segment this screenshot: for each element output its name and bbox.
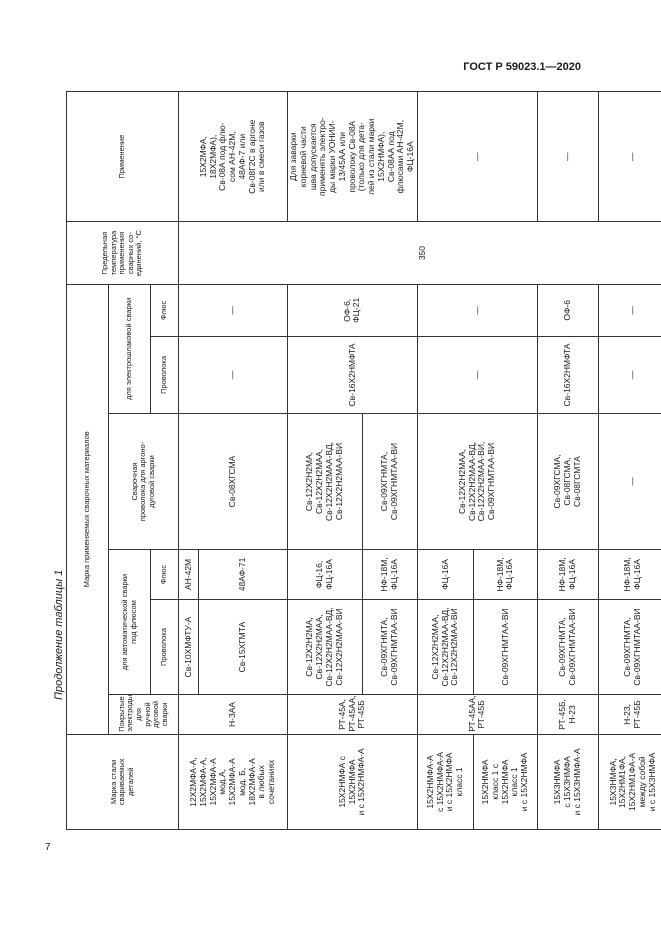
welding-materials-table bbox=[66, 91, 661, 830]
row1-argon-wire: Св-08ХГСМА bbox=[179, 413, 288, 549]
header-es-flux: Флюс bbox=[151, 284, 179, 336]
row1-auto-wire-1: Св-10ХМФТУ-А bbox=[179, 599, 199, 694]
row3-auto-wire-1: Св-12Х2Н2МАА, Св-12Х2Н2МАА-ВД, Св-12Х2Н2МАА-ВИ bbox=[417, 599, 473, 694]
row1-application: 15Х2МФА, 18Х2МФА), Св-08А под флю- сом АН-42М, 48АФ-7 или Св-08Г2С в аргоне или в смеси газов bbox=[179, 92, 288, 222]
row3-es-flux: — bbox=[417, 284, 537, 336]
row3-steel-2: 15Х2НМФА класс 1 с 15Х2НМФА класс 1 и с 15Х2НМФА bbox=[473, 734, 537, 829]
row2-argon-wire-1: Св-12Х2Н2МА, Св-12Х2Н2МАА, Св-12Х2Н2МАА-ВД, Св-12Х2Н2МАА-ВИ bbox=[288, 413, 363, 549]
row1-auto-flux-1: АН-42М bbox=[179, 550, 199, 600]
row2-application: Для заварки корневой части шва допускается применять электро- ды марки УОНИИ- 13/45АА или проволоку Св-08А (только для дета- лей из стали марки 15Х2НМФА), Св-08АА под флюсами АН-42М, ФЦ-16А bbox=[288, 92, 418, 222]
row3-es-wire: — bbox=[417, 336, 537, 413]
row5-auto-wire: Св-09ХГНМТА, Св-09ХГНМТАА-ВИ bbox=[598, 599, 661, 694]
standard-code: ГОСТ Р 59023.1—2020 bbox=[463, 61, 581, 73]
row3-steel-1: 15Х2НМФА-А с 15Х2НМФА-А и с 15Х2НМФА класс 1 bbox=[417, 734, 473, 829]
header-coated-electrodes: Покрытые электроды для ручной дуговой сварки bbox=[109, 695, 179, 735]
header-electroslag: для электрошлаковой сварки bbox=[109, 284, 151, 413]
row4-steel: 15Х3НМФА с 15Х3НМФА и с 15Х3НМФА-А bbox=[537, 734, 598, 829]
header-application: Применение bbox=[67, 92, 179, 222]
row1-auto-wire-2: Св-15ХГМТА bbox=[199, 599, 288, 694]
row4-argon-wire: Св-09ХГСМА, Св-08ГСМА, Св-08ГСМТА bbox=[537, 413, 598, 549]
row4-auto-wire: Св-09ХГНМТА, Св-09ХГНМТАА-ВИ bbox=[537, 599, 598, 694]
row3-auto-wire-2: Св-09ХГНМТАА-ВИ bbox=[473, 599, 537, 694]
row1-es-wire: — bbox=[179, 336, 288, 413]
header-argon-wire: Сварочная проволока для аргоно- дуговой сварки bbox=[109, 413, 179, 549]
row5-auto-flux: НФ-18М, ФЦ-16А bbox=[598, 550, 661, 600]
row2-auto-flux-2: НФ-18М, ФЦ-16А bbox=[362, 550, 417, 600]
row3-auto-flux-2: НФ-18М, ФЦ-16А bbox=[473, 550, 537, 600]
row2-argon-wire-2: Св-09ХГНМТА, Св-09ХГНМТАА-ВИ bbox=[362, 413, 417, 549]
row2-steel: 15Х2НМФА с 15Х2НМФА и с 15Х2НМФА-А bbox=[288, 734, 418, 829]
header-es-wire: Проволока bbox=[151, 336, 179, 413]
header-submerged-arc: для автоматической сварки под флюсом bbox=[109, 550, 151, 695]
row1-steel: 12Х2МФА-А, 15Х2МФА-А, 15Х2МФА-А мод.А, 15Х2МФА-А мод. Б, 18Х2МФА-А в любых сочетаниях bbox=[179, 734, 288, 829]
row1-coating: Н-3АА bbox=[179, 695, 288, 735]
row4-application: — bbox=[537, 92, 598, 222]
row2-auto-flux-1: ФЦ-16, ФЦ-16А bbox=[288, 550, 363, 600]
row1-es-flux: — bbox=[179, 284, 288, 336]
table-continuation-caption: Продолжение таблицы 1 bbox=[53, 569, 65, 700]
header-temperature-limit: Предельная температура применения сварных со- единений, °С bbox=[67, 222, 179, 284]
page-number: 7 bbox=[45, 842, 51, 853]
row2-auto-wire-1: Св-12Х2Н2МА, Св-12Х2Н2МАА, Св-12Х2Н2МАА-ВД, Св-12Х2Н2МАА-ВИ bbox=[288, 599, 363, 694]
header-steel-grade: Марка стали свариваемых деталей bbox=[67, 734, 179, 829]
row5-coating: Н-23, РТ-45Б bbox=[598, 695, 661, 735]
row4-coating: РТ-45Б, Н-23 bbox=[537, 695, 598, 735]
row3-auto-flux-1: ФЦ-16А bbox=[417, 550, 473, 600]
row3-argon-wire: Св-12Х2Н2МАА, Св-12Х2Н2МАА-ВД, Св-12Х2Н2МАА-ВИ, Св-09ХГНМТАА-ВИ bbox=[417, 413, 537, 549]
header-auto-flux: Флюс bbox=[151, 550, 179, 600]
row2-es-wire: Св-16Х2НМФТА bbox=[288, 336, 418, 413]
row4-es-flux: ОФ-6 bbox=[537, 284, 598, 336]
row5-es-wire: — bbox=[598, 336, 661, 413]
row3-application: — bbox=[417, 92, 537, 222]
rotated-table-frame bbox=[66, 91, 657, 830]
row2-es-flux: ОФ-6, ФЦ-21 bbox=[288, 284, 418, 336]
row1-auto-flux-2: 48АФ-71 bbox=[199, 550, 288, 600]
row4-es-wire: Св-16Х2НМФТА bbox=[537, 336, 598, 413]
header-welding-materials: Марка применяемых сварочных материалов bbox=[67, 284, 109, 734]
header-auto-wire: Проволока bbox=[151, 599, 179, 694]
row5-argon-wire: — bbox=[598, 413, 661, 549]
row5-es-flux: — bbox=[598, 284, 661, 336]
row5-application: — bbox=[598, 92, 661, 222]
row2-coating: РТ-45А, РТ-45АА, РТ-45Б bbox=[288, 695, 418, 735]
row5-steel: 15Х3НМФА, 15Х2НМ1ФА, 15Х2НМ1ФА-А между собой и с 15Х3НМФА bbox=[598, 734, 661, 829]
row4-auto-flux: НФ-18М, ФЦ-16А bbox=[537, 550, 598, 600]
temperature-limit-value: 350 bbox=[179, 222, 661, 284]
row3-coating: РТ-45АА, РТ-45Б bbox=[417, 695, 537, 735]
row2-auto-wire-2: Св-09ХГНМТА, Св-09ХГНМТАА-ВИ bbox=[362, 599, 417, 694]
